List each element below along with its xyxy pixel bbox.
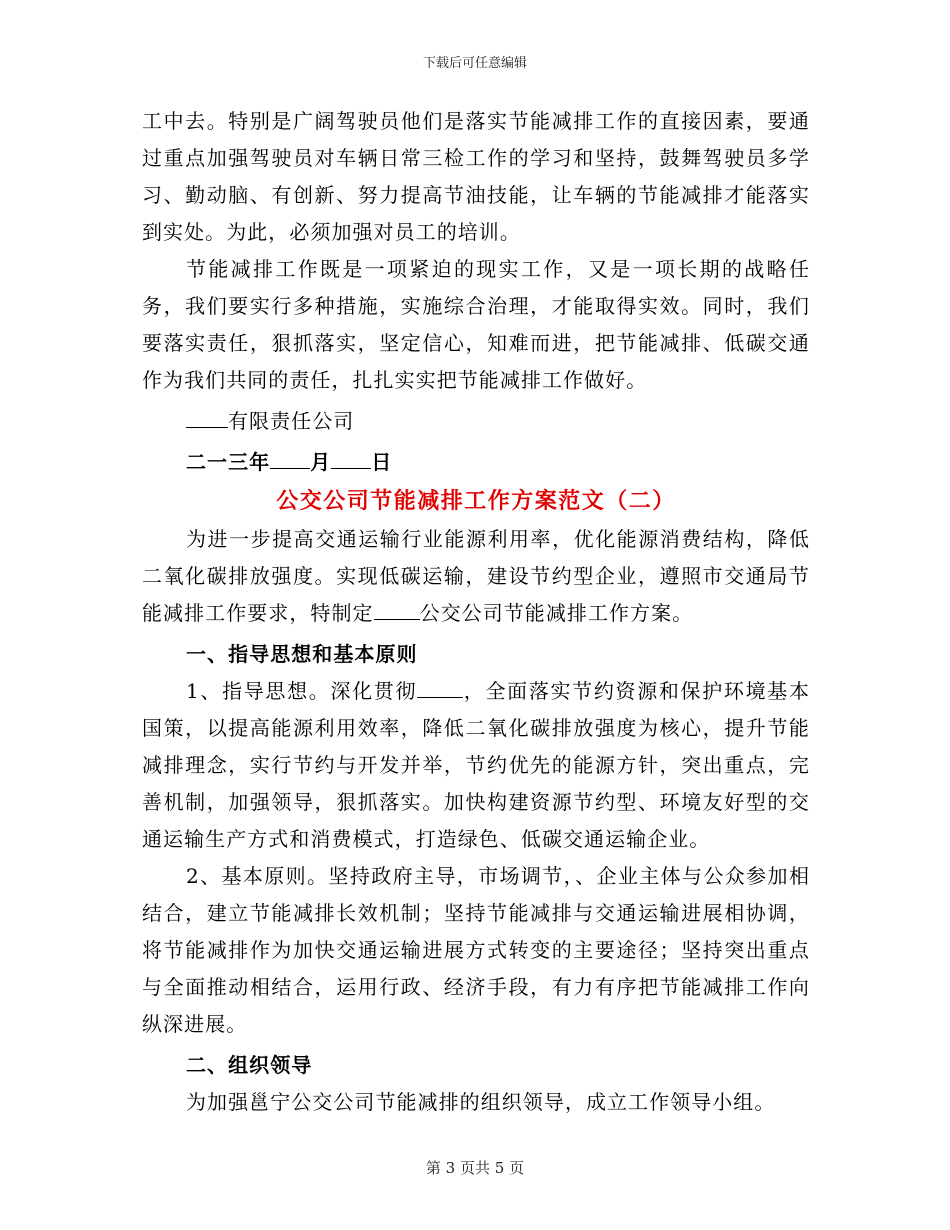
date-month: 月 (310, 450, 332, 474)
paragraph-continuation: 工中去。特别是广阔驾驶员他们是落实节能减排工作的直接因素，要通过重点加强驾驶员对车辆日常三检工作的学习和坚持，鼓舞驾驶员多学习、勤动脑、有创新、努力提高节油技能，让车辆的节能减排才能落实到实处。为此，必须加强对员工的培训。 (142, 109, 810, 244)
blank-line (374, 599, 420, 620)
page-header: 下载后可任意编辑 (422, 56, 527, 71)
blank-month (270, 448, 310, 469)
blank-line (186, 407, 228, 428)
blank-line (417, 677, 463, 698)
company-label: 有限责任公司 (228, 409, 355, 433)
item1-rest: ，全面落实节约资源和保护环境基本国策，以提高能源利用效率，降低二氧化碳排放强度为核心，提升节能减排理念，实行节约与开发并举，节约优先的能源方针，突出重点，完善机制，加强领导，狠抓落实。加快构建资源节约型、环境友好型的交通运输生产方式和消费模式，打造绿色、低碳交通运输企业。 (142, 679, 810, 851)
section-heading-2: 二、组织领导 (186, 1053, 313, 1077)
paragraph-intro (142, 521, 810, 632)
item1-lead: 1、指导思想。深化贯彻 (186, 679, 418, 703)
intro-text-end: 公交公司节能减排工作方案。 (419, 601, 694, 625)
paragraph-item-2: 2、基本原则。坚持政府主导，市场调节，、企业主体与公众参加相结合，建立节能减排长效机制；坚持节能减排与交通运输进展相协调，将节能减排作为加快交通运输进展方式转变的主要途径；坚持突出重点与全面推动相结合，运用行政、经济手段，有力有序把节能减排工作向纵深进展。 (142, 864, 810, 1036)
document-body (142, 103, 810, 1121)
paragraph-item-1 (142, 673, 810, 858)
intro-text: 为进一步提高交通运输行业能源利用率，优化能源消费结构，降低二氧化碳排放强度。实现低碳运输，建设节约型企业，遵照市交通局节能减排工作要求，特制定 (142, 527, 810, 625)
page-footer: 第 3 页共 5 页 (425, 1159, 525, 1177)
signature-date (142, 444, 810, 481)
blank-day (331, 448, 371, 469)
paragraph-summary: 节能减排工作既是一项紧迫的现实工作，又是一项长期的战略任务，我们要实行多种措施，实施综合治理，才能取得实效。同时，我们要落实责任，狠抓落实，坚定信心，知难而进，把节能减排、低碳交通作为我们共同的责任，扎扎实实把节能减排工作做好。 (142, 257, 810, 392)
date-day: 日 (371, 450, 393, 474)
paragraph-last: 为加强邕宁公交公司节能减排的组织领导，成立工作领导小组。 (186, 1090, 776, 1114)
signature-company (142, 403, 810, 440)
date-year: 二一三年 (186, 450, 271, 474)
section-heading-1: 一、指导思想和基本原则 (186, 642, 418, 666)
document-title: 公交公司节能减排工作方案范文（二） (276, 488, 676, 514)
